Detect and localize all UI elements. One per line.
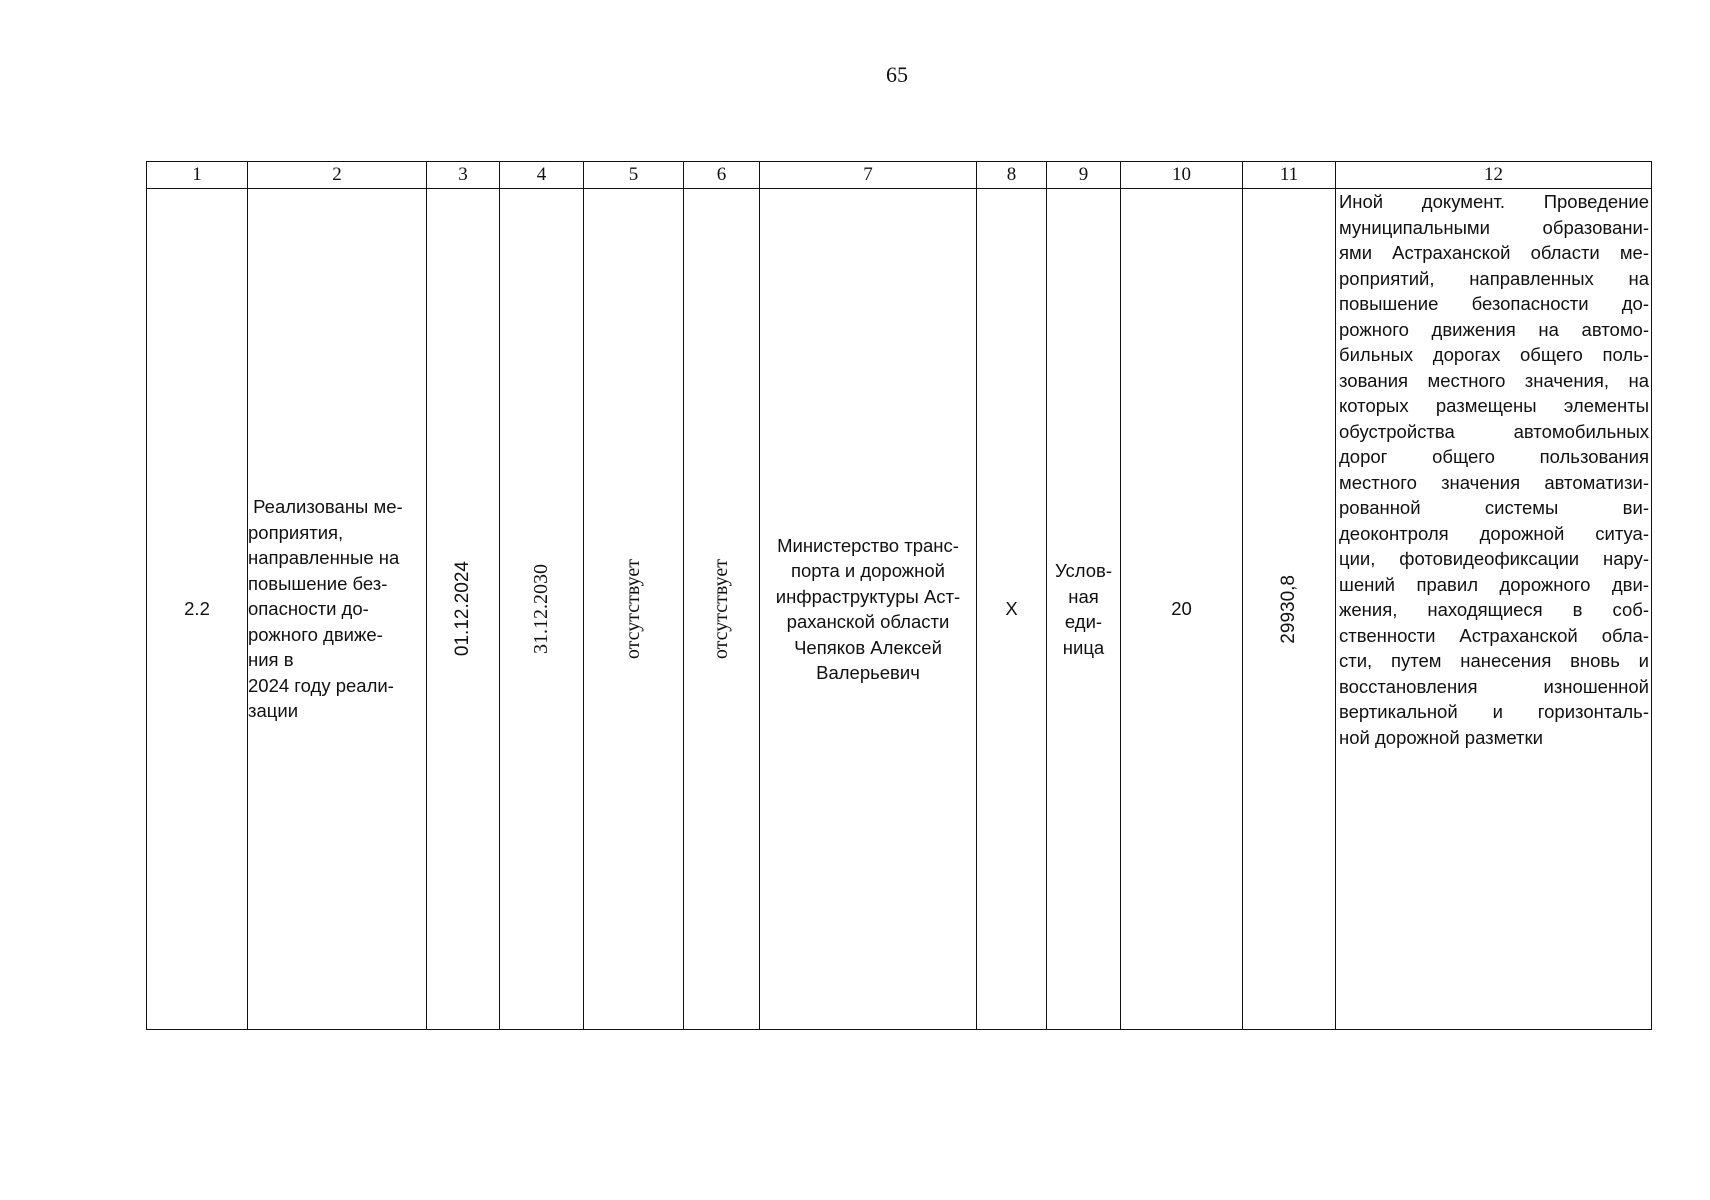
description-line: бильных дорогах общего поль- xyxy=(1339,344,1649,365)
description-line: обустройства автомобильных xyxy=(1339,420,1649,442)
page-number: 65 xyxy=(886,62,908,87)
header-cell: 1 xyxy=(147,162,248,189)
description-line: вертикальной и горизонталь- xyxy=(1339,701,1649,722)
header-cell: 5 xyxy=(584,162,684,189)
unit-cell xyxy=(1047,189,1121,1030)
description-cell xyxy=(1336,189,1652,1030)
description-line: муниципальными образовани- xyxy=(1339,216,1649,238)
responsible-line: раханской области xyxy=(786,611,950,632)
description-line: шений правил дорожного дви- xyxy=(1339,573,1649,595)
description-line: которых размещены элементы xyxy=(1339,395,1649,416)
description-line: повышение безопасности до- xyxy=(1339,293,1649,314)
description-line: деоконтроля дорожной ситуа- xyxy=(1339,522,1649,544)
result-line: рожного движе- xyxy=(248,623,383,645)
unit-line: ница xyxy=(1062,636,1105,658)
result-line: ния в xyxy=(248,649,294,671)
budget-cell xyxy=(1243,189,1336,1030)
result-cell xyxy=(248,189,427,1030)
description-line: ственности Астраханской обла- xyxy=(1339,624,1649,646)
result-line: роприятия, xyxy=(248,521,344,543)
col5-value: отсутствует xyxy=(622,558,644,660)
description-line: жения, находящиеся в соб- xyxy=(1339,599,1649,620)
col6-cell xyxy=(684,189,760,1030)
unit-line: ная xyxy=(1068,585,1099,607)
description-line: местного значения автоматизи- xyxy=(1339,471,1649,493)
result-line: 2024 году реали- xyxy=(248,674,394,696)
description-line: ями Астраханской области ме- xyxy=(1339,242,1649,263)
header-cell: 7 xyxy=(760,162,977,189)
header-cell: 10 xyxy=(1121,162,1243,189)
header-row xyxy=(147,162,1652,189)
unit-line: Услов- xyxy=(1054,560,1113,581)
header-cell: 12 xyxy=(1336,162,1652,189)
description-line: дорог общего пользования xyxy=(1339,446,1649,467)
description-line: рованной системы ви- xyxy=(1339,497,1649,518)
start-date: 01.12.2024 xyxy=(452,561,473,657)
description-line: зования местного значения, на xyxy=(1339,369,1649,391)
responsible-line: Министерство транс- xyxy=(777,534,959,556)
col5-cell xyxy=(584,189,684,1030)
result-line: направленные на xyxy=(248,547,400,569)
header-cell: 4 xyxy=(500,162,584,189)
header-cell: 8 xyxy=(977,162,1047,189)
description-text xyxy=(1336,189,1651,750)
responsible-cell xyxy=(760,189,977,1030)
header-cell: 3 xyxy=(427,162,500,189)
header-cell: 6 xyxy=(684,162,760,189)
end-date: 31.12.2030 xyxy=(530,564,552,654)
unit-line: еди- xyxy=(1064,611,1103,632)
result-line: Реализованы ме- xyxy=(248,496,403,518)
end-date-cell xyxy=(500,189,584,1030)
table-row xyxy=(147,189,1652,1030)
responsible-line: порта и дорожной xyxy=(790,560,946,581)
measures-table xyxy=(146,161,1652,1030)
responsible-line: Чепяков Алексей xyxy=(794,636,942,658)
description-line: роприятий, направленных на xyxy=(1339,267,1649,289)
value-cell: 20 xyxy=(1121,189,1243,1030)
col6-value: отсутствует xyxy=(710,558,732,660)
start-date-cell xyxy=(427,189,500,1030)
result-line: опасности до- xyxy=(248,598,369,620)
description-line: восстановления изношенной xyxy=(1339,675,1649,697)
responsible-line: инфраструктуры Аст- xyxy=(775,585,961,607)
result-line: повышение без- xyxy=(248,572,388,594)
budget-value: 29930,8 xyxy=(1278,574,1299,644)
header-cell: 2 xyxy=(248,162,427,189)
description-line: ции, фотовидеофиксации нару- xyxy=(1339,548,1649,569)
header-cell: 9 xyxy=(1047,162,1121,189)
responsible-line: Валерьевич xyxy=(816,662,920,683)
row-number-cell: 2.2 xyxy=(147,189,248,1030)
description-line: Иной документ. Проведение xyxy=(1339,191,1649,212)
description-line: ной дорожной разметки xyxy=(1339,726,1543,748)
col8-cell: Х xyxy=(977,189,1047,1030)
result-line: зации xyxy=(248,700,299,722)
header-cell: 11 xyxy=(1243,162,1336,189)
description-line: сти, путем нанесения вновь и xyxy=(1339,650,1649,671)
description-line: рожного движения на автомо- xyxy=(1339,318,1649,340)
